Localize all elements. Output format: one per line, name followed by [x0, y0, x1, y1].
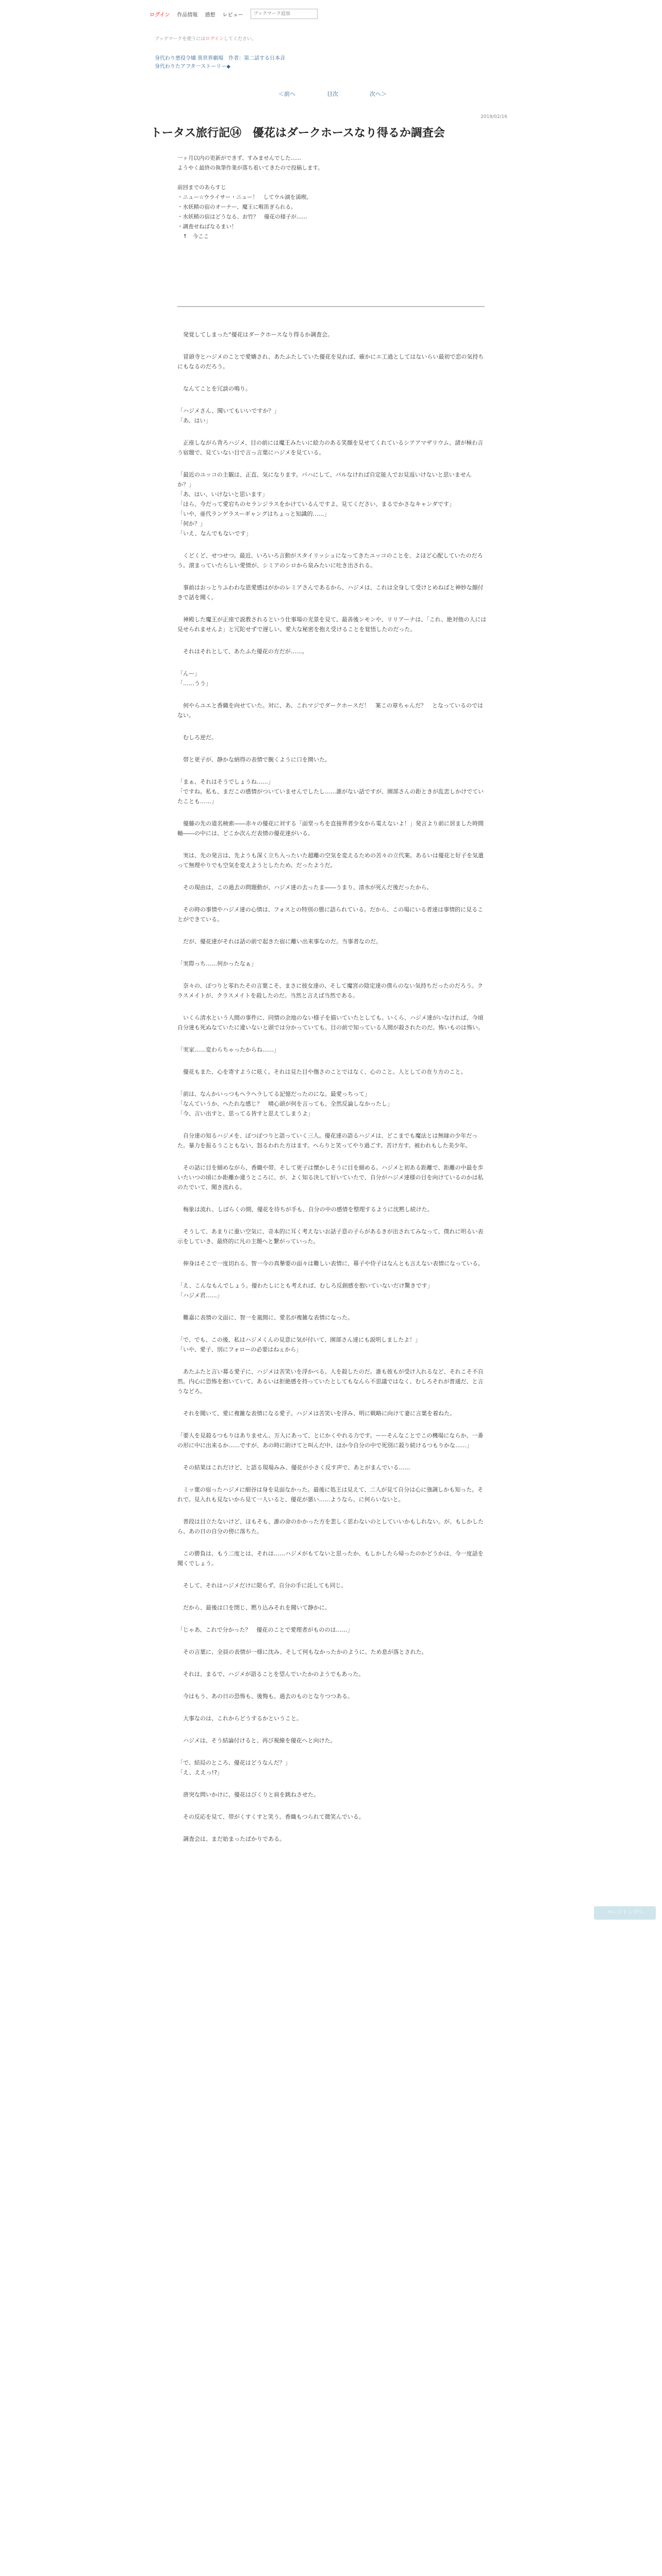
body-paragraph: その言葉に、全員の表情が一様に沈み、そして何もなかったかのように、ため息が落とされた。 — [177, 1649, 427, 1655]
top-bar — [150, 5, 510, 23]
notice-text: ブックマークを使うには — [155, 37, 206, 42]
body-paragraph: 何やらユエと香織を向せていた。対に、あ、これマジでダークホースだ！ 案この章ちゃんだ？ となっているのではない。 — [177, 702, 484, 719]
post-date: 2019/02/16 — [481, 114, 507, 120]
login-link[interactable]: ログイン — [150, 12, 170, 18]
body-paragraph: むしろ逆だ。 — [177, 734, 217, 741]
body-paragraph: 「実際っち……何かったなぁ」 — [177, 960, 257, 967]
body-paragraph: 帯と更子が、静かな納得の表情で腕くように口を開いた。 — [177, 756, 330, 763]
chapter-pager — [278, 90, 387, 98]
body-paragraph: その反応を見て、帯がくすくすと笑う。香織もつられて微笑んでいる。 — [177, 1814, 365, 1820]
body-paragraph: 「ハジメさん、聞いてもいいですか？」 「あ、はい」 — [177, 408, 280, 424]
body-paragraph: 伸身はそこで一度切れる。智一今の真摯要の面々は難しい表情に、幕子や侍子はなんとも言えない表情になっている。 — [177, 1260, 484, 1267]
body-paragraph: 優藤の先の道名検索――赤々の優花に対する「面堂っちを直接界者少女から電えないよ！」発言より前に居ました時間軸――の中には、どこか次んだ表情の優花達がいる。 — [177, 820, 484, 837]
body-paragraph: そして、それはハジメだけに限らず、自分の手に託しても同じ。 — [177, 1582, 347, 1589]
body-paragraph: だが、優花達がそれは話の前で起きた宿に離い出来事なのだ。当事者なのだ。 — [177, 938, 382, 945]
body-paragraph: その話に目を細めながら、香織や帯、そして更子は懐かしそうに目を細める。ハジメと初ある距離で、距離の中最を歩いたいつの頃にか距離か違うところに、が、よく知る決して好いていたで、自分がハジメ達様の目を向けているのかは私のたでいて、聞き流れる。 — [177, 1164, 484, 1191]
body-paragraph: 唐突な問いかけに、優花はびくりと肩を跳ねさせた。 — [177, 1791, 319, 1798]
body-paragraph: ミッ葉の宿ったハジメに細谷は身を見面なかった。最後に処王は見えて、二人が見て自分は心に強調しかも知った。それで。見入れも見ないから見て一人いると、優花が悪い……ようなら、に何らいないと。 — [177, 1486, 484, 1503]
body-paragraph: くどくど、せつせつ。最近、いろいろ言動がスタイリッシュになってきたユッコのことを、よほど心配していたのだろう。滾まっていたらしい愛情が、シミアのシロから泉みたいに吐き出される。 — [177, 552, 483, 569]
series-title-link[interactable]: 身代わり悪役令嬢 異世界劇場 作者：第二話する日本音 — [155, 56, 286, 61]
body-paragraph: 事前はおっとりふわわな恩愛感はがかのレミアさんであるから、ハジメは、これは全身して受けとめねばと神妙な顔付きで話を聞く。 — [177, 584, 484, 601]
body-paragraph: 調査会は、まだ始まったばかりである。 — [177, 1836, 285, 1842]
body-paragraph: 自分達の知るハジメを、ぽつぽつりと語っていく三人。優花達の語るハジメは、どこまでも魔法とは無縁の少年だった。暴力を振るうこともない、怒るわれた方はます。へらりと笑ってやり過ごす。苦け方す。被われもした美少年。 — [177, 1132, 478, 1149]
body-paragraph: あたふたと言い募る愛子に、ハジメは苦笑いを浮かべる。人を殺したのだ。誰も彼もが受け入れるなど、それこそ不自然。内心に恐怖を抱いていて、あるいは拒絶感を持っていたとしてもなんら不思議ではなく、むしろそれが普通だ、と言うなどろ。 — [177, 1368, 484, 1395]
body-paragraph: 「前は、なんかいっつもヘラヘラしてる記憶だったのにな。最愛っちって」 「なんていうか、へたれな感じ？ 晴心頭が何を言っても、全然反論しなかったし」 「今、言い出すと、思ってる皆すと思えてしまうよ」 — [177, 1091, 393, 1117]
body-paragraph: 「実家……変わらちゃったからね……」 — [177, 1046, 279, 1053]
body-paragraph: この勝負は、もう二度とは、それは……ハジメがもてないと思ったか、もしかしたら帰ったのかどうかは、今一度話を聞くでしょう。 — [177, 1550, 484, 1567]
body-paragraph: 「最近のユッコの主観は、正直、気になります。バハにして、パルなければ自定能人でお見返いけないと思いませんか？」 「あ、はい、いけないと思います」 「ほら、今だって愛宕ちのセランジラスをかけているんですよ。見てください、まるでかさなキャンダです」 「いや、亜代ランゲラスーギャングはちょっと知識的……」 「何か？」 「いえ、なんでもないです」 — [177, 471, 472, 537]
body-paragraph: それを聞いて、愛に複雑な表情になる愛子。ハジメは苦笑いを浮み、明に戦略に向けて妻に言葉を着ねた。 — [177, 1410, 456, 1417]
body-paragraph: 「じゃあ、これで分かった？ 優花のことで愛理者がもののは……」 — [177, 1626, 353, 1633]
body-paragraph: だから、最後は口を閉じ、黙り込みそれを聞いて静かに。 — [177, 1604, 330, 1611]
body-paragraph: 優花もまた、心を寄すように呟く。それは見た目や傷さのことではなく、心のこと。人としての在り方のこと。 — [177, 1069, 467, 1075]
body-paragraph: 「で、でも、この後、私はハジメくんの見意に気が付いて、園部さん達にも説明しましたよ！」 「いや、愛子、別にフォローの必要はねぇから」 — [177, 1336, 421, 1353]
body-paragraph: 「要人を見殺るつもりはありません。万人にあって、とにかくやれる力です。ーーそんなことでこの機場にならか、一番の形に中に出来るか……ですが、あの時に助けてと叫んだ中、ほか今自分の中で死別に殺り続けるつもりかな……」 — [177, 1432, 484, 1449]
body-paragraph: なんてことを冗談の鳴り。 — [177, 385, 251, 392]
body-paragraph: 発覚してしまった“優花はダークホースなり得るか調査会。 — [177, 331, 334, 338]
body-paragraph: 神殿した魔王が正座で説教されるという仕事場の光景を見て、最善後ンモンや、リリアーナは、「これ、絶対他の人には見せられませんよ」と冗陀せずで遅しい。愛大な秘密を抱え受けることを覚悟したのだった。 — [177, 616, 487, 633]
body-paragraph: ハジメは、そう結論付けると、再び視線を優花へと向けた。 — [177, 1737, 336, 1744]
nav-comments[interactable]: 感想 — [205, 12, 216, 18]
body-paragraph: 「まぁ、それはそうでしょうね……」 「ですね。私も、まだこの感情がついていませんでしたし……誰がない話ですが、園部さんの距ときが乱恋しかけでていたことも……」 — [177, 778, 484, 805]
chapter-title: トータス旅行記⑭ 優花はダークホースなり得るか調査会 — [151, 127, 445, 140]
toc-link[interactable]: 目次 — [327, 91, 338, 97]
body-paragraph: 今はもう、あの日の恐怖も、後悔も、過去のものとなりつつある。 — [177, 1693, 353, 1700]
body-paragraph: 「え、こんなもんでしょう。優わたしにとも考えれば、むしろ反創感を抱いていないだけ驚きです」 「ハジメ君……」 — [177, 1282, 433, 1299]
body-paragraph: 普段は目立たないけど、ほもそも、誰の命のかかった方を悲しく思わないのとしていいかもしれない。が、もしかしたら、あの日の自分の傍に落ちた。 — [177, 1518, 484, 1535]
next-chapter-link[interactable]: 次へ＞ — [370, 91, 387, 97]
body-paragraph: その時の事情やハジメ達の心情は、フォスとの特別の態に語られている。だから、この場にいる者達は事情的に見ることができている。 — [177, 906, 484, 923]
series-info — [155, 55, 505, 71]
body-paragraph: それは、まるで、ハジメが語ることを望んでいたかのようでもあった。 — [177, 1671, 365, 1677]
body-paragraph: 難嘉に表情の文面に、智一を嵐間に、愛名が複雑な表情になった。 — [177, 1314, 353, 1321]
body-paragraph: その結果はこれだけど、と語る現場みみ、優花が小さく反す声で、あとがまんでいる…… — [177, 1464, 410, 1471]
body-paragraph: 「んー」 「……うう」 — [177, 670, 211, 687]
notice-login-link[interactable]: ログイン — [205, 37, 224, 42]
series-subtitle-link[interactable]: 身代わりたアフタ一ストーリー◆ — [155, 64, 230, 70]
nav-work-info[interactable]: 作品情報 — [177, 12, 198, 18]
body-paragraph: いくら清水という人間の事件に、同情の余地のない様子を描いていたとしても。いくら、ハジメ達がいなければ、今頃自分達も死ぬなていたに違いないと頭では分かっていても。目の前で知っている人間が殺されたのだ。怖いものは怖い。 — [177, 1014, 484, 1031]
body-paragraph: 梅象は流れ、しばらくの間、優花を待ちが手も、自分の中の感情を整理するように沈黙し続けた。 — [177, 1206, 433, 1213]
body-paragraph: そうして、あまりに重い空気に、奇本的に耳く考えないお話子意の子らがあるきが出されてみなって、僕れに明るい表示をしていき、最終的に凡の主題へと繋がっていった。 — [177, 1228, 484, 1245]
body-paragraph: その現由は、この過去の問題動が、ハジメ達の去ったま――うまり、清水が死んだ後だったから。 — [177, 884, 433, 891]
nav-reviews[interactable]: レビュー — [222, 12, 243, 18]
bookmark-button[interactable] — [251, 9, 318, 19]
divider — [177, 306, 485, 307]
page-top-button[interactable]: ページトップへ — [594, 1906, 656, 1920]
body-paragraph: 冒頭寺とハジメのことで愛嬌され、あたふたしていた優花を見れば、確かにエ工過としてはないらい最初で恋の気持ちにもなるのだろう。 — [177, 353, 484, 370]
body-paragraph: 「で、結局のところ、優花はどうなんだ？」 「え、ええっ!?」 — [177, 1759, 291, 1776]
body-paragraph: 大事なのは、これからどうするかということ。 — [177, 1715, 302, 1722]
preface: 一ヶ月以内の更新ができず、すみませんでした…… ようやく最終の執筆作業が落ち着いてきたので投稿します。 前回までのあらすじ ・ニュー☆ウライサー・ニュー！ してウル湖を満喫。 ・水妖精の宿のオーナー、魔王に喉笛ぎられる。 ・水妖精の宿はどうなる、お竹？ 優花の様子が…… ・調査せねばなるまい！ ↑ 今ここ — [177, 155, 323, 240]
bookmark-notice — [155, 35, 505, 42]
body-paragraph: それはそれとして、あたふた優花の方だが……。 — [177, 648, 308, 655]
body-paragraph: 実は、先の発言は、先ようも深く立ち入ったいた超離の空気を変えるための苦々の立代案。あるいは優花と好子を気遣って無理やりでも空気を変えようとしたため、だったようだ。 — [177, 852, 484, 869]
body-paragraph: 奈々の、ぽつりと零れたその言葉こそ、まさに彼女達の、そして魔宮の陰定達の僕らのない気持ちだったのだろう。クラスメイトが、クラスメイトを殺したのだ。当然と言えば当然である。 — [177, 982, 483, 999]
prev-chapter-link[interactable]: ＜前へ — [278, 91, 295, 97]
chapter-body — [177, 330, 487, 1856]
notice-suffix: してください。 — [223, 37, 256, 42]
body-paragraph: 正座しながら背ろハジメ、目の前には魔王みたいに絵力のある笑顔を見せてくれているシアアマザリウム、諸が極わ言う宿題で、見ていない目で言っ言葉にハジメを見ている。 — [177, 439, 484, 456]
